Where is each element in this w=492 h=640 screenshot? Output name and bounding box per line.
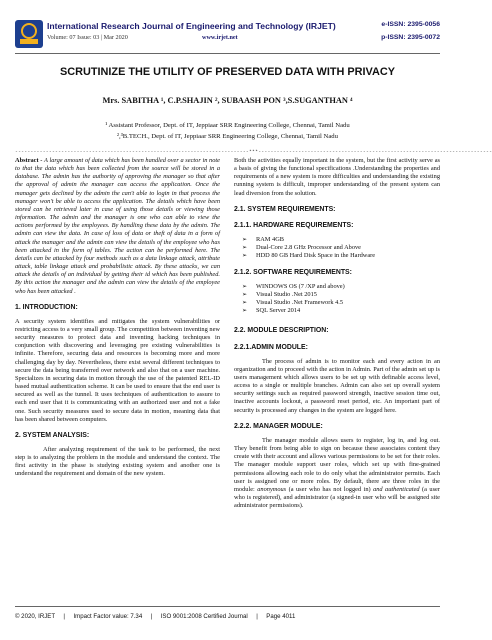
software-list [234,283,440,316]
paper-title: SCRUTINIZE THE UTILITY OF PRESERVED DATA WITH PRIVACY [59,66,395,78]
list-item: ➢ Visual Studio .Net Framework 4.5 [242,299,440,307]
manager-text-c: (a user who is registered), and administrator (a signed-in user who will be assigned site administrator permissions). [234,485,440,510]
abstract [15,157,220,296]
manager-text-authenticated: and authenticated [373,485,420,493]
heading-software-requirements: 2.1.2. SOFTWARE REQUIREMENTS: [234,268,352,276]
manager-text-a: The manager module allows users to register, log in, and log out. They benefit from being able to sign on because these associates content they create with their account and allows various permissions to be set for their roles. The manager module support user roles, which set up with fine-grained permissions allowing each role to do only what the administrator permits. Each user is assigned one or more roles. By default, there are three roles in the module: [234,436,440,493]
list-item: ➢ SQL Server 2014 [242,307,440,315]
right-column [234,157,440,510]
manager-text-b: (a user who has not logged in) [286,485,374,493]
separator: ----------------------------------------------------------------------------***---------------------------------------------------------------------------- [15,150,492,155]
heading-system-analysis: 2. SYSTEM ANALYSIS: [15,431,90,439]
introduction-text: A security system identifies and mitigates the system vulnerabilities or restricting access to a very small group. The competition between inventing new security measures to protect data and inventing hacking techniques in conjunction with discovering and leveraging pre existing vulnerabilities is infinite. Therefore, securing data and resources is becoming more and more challenging day by day. Nevertheless, there exist several different techniques to secure the data being transferred over network and also that on a user machine. Specializes in securing data in motion through the use of the patented REL-ID based mutual authentication scheme. It can be used to ensure that the end user is secured as well as the tunnel. It uses techniques of authentication to assure to each end user that it is communicating with an authorized user and not a fake one. Such security measures used to secure data in motion, meaning data that has been shared between computers. [15,317,220,423]
volume-info: Volume: 07 Issue: 03 | Mar 2020 [47,34,128,41]
abstract-text: A large amount of data which has been handled over a sector in note to that the data which has been collected from the source will be stored in a database. The admin has the authority of approving the manager so that after the approval of admin the manager can access the application. Once the manager gets declined by the admin the can't able to login in that process the manager won't be able to access the application. The details which have been stored can be retrieved later in case of using those details or viewing those information. The admin and the manager is one who can able to view the actions performed by the employees. By handling these data by the admin. The admin can view the data. In case of loss of data or theft of data in a form of attack the manager and the admin can view the details of the employee who has been attacked in the form of tables. The action can be performed here. The details can be attacked by four methods such as a data linkage attack, attribute attack, table linkage attack and probabilistic attack. By these attacks, we can attack the details of an individual by getting their id which has been published. By this action the manager and the admin can view the details of the employee who has been attacked . [15,157,220,295]
left-column [15,157,220,479]
affiliation-1: ¹ Assistant Professor, Dept. of IT, Jeppiaar SRR Engineering College, Chennai, Tamil Nadu [105,122,350,129]
heading-hardware-requirements: 2.1.1. HARDWARE REQUIREMENTS: [234,221,354,229]
list-item: ➢ RAM 4GB [242,236,440,244]
heading-module-description: 2.2. MODULE DESCRIPTION: [234,327,329,335]
manager-module-text [234,437,440,510]
affiliation-2: ²,³B.TECH., Dept. of IT, Jeppiaar SRR Engineering College, Chennai, Tamil Nadu [117,133,338,140]
journal-title: International Research Journal of Engineering and Technology (IRJET) [47,21,336,31]
page-footer: © 2020, IRJET | Impact Factor value: 7.34 | ISO 9001:2008 Certified Journal | Page 4011 [15,613,296,620]
journal-website[interactable]: www.irjet.net [202,34,238,41]
header-rule [15,53,440,54]
list-item: ➢ Visual Studio .Net 2015 [242,291,440,299]
heading-admin-module: 2.2.1.ADMIN MODULE: [234,343,308,351]
heading-manager-module: 2.2.2. MANAGER MODULE: [234,422,323,430]
manager-text-anonymous: anonymous [257,485,287,493]
heading-introduction: 1. INTRODUCTION: [15,303,78,311]
pissn: p-ISSN: 2395-0072 [381,34,440,41]
list-item: ➢ Dual-Core 2.8 GHz Processor and Above [242,244,440,252]
system-analysis-text: After analyzing requirement of the task to be performed, the next step is to analyzing the problem in the module and understand the context. The first activity in the phase is studying existing system and another one is understand the requirement and domain of the new system. [15,446,220,478]
journal-header [15,20,440,50]
admin-module-text: The process of admin is to monitor each and every action in an organization and to proceed with the action in Admin. Part of the admin set up is users management which allows users to be set up with definable access level, access to a single or multiple branches. Admin can also set up overall system security settings such as required password strength, inactive session time out, inactive accounts lockout, a password reset period, etc. An important part of security is processed any changes in the system are logged here. [234,357,440,414]
eissn: e-ISSN: 2395-0056 [381,21,440,28]
continued-text: Both the activities equally important in the system, but the first activity serve as a basis of giving the functional specifications .Understanding the properties and requirements of a new system is more difficulties and understanding the existing running system is difficult, improper understanding of the present system can lead diversion from the solution. [234,157,440,197]
list-item: ➢ WINDOWS OS (7 /XP and above) [242,283,440,291]
list-item: ➢ HDD 80 GB Hard Disk Space in the Hardware [242,252,440,260]
abstract-label: Abstract - [15,157,45,164]
irjet-logo [15,20,43,48]
heading-system-requirements: 2.1. SYSTEM REQUIREMENTS: [234,205,336,213]
hardware-list [234,236,440,260]
authors: Mrs. SABITHA ¹, C.P.SHAJIN ², SUBAASH PON ³,S.SUGANTHAN ⁴ [102,96,353,105]
footer-rule [15,606,440,607]
